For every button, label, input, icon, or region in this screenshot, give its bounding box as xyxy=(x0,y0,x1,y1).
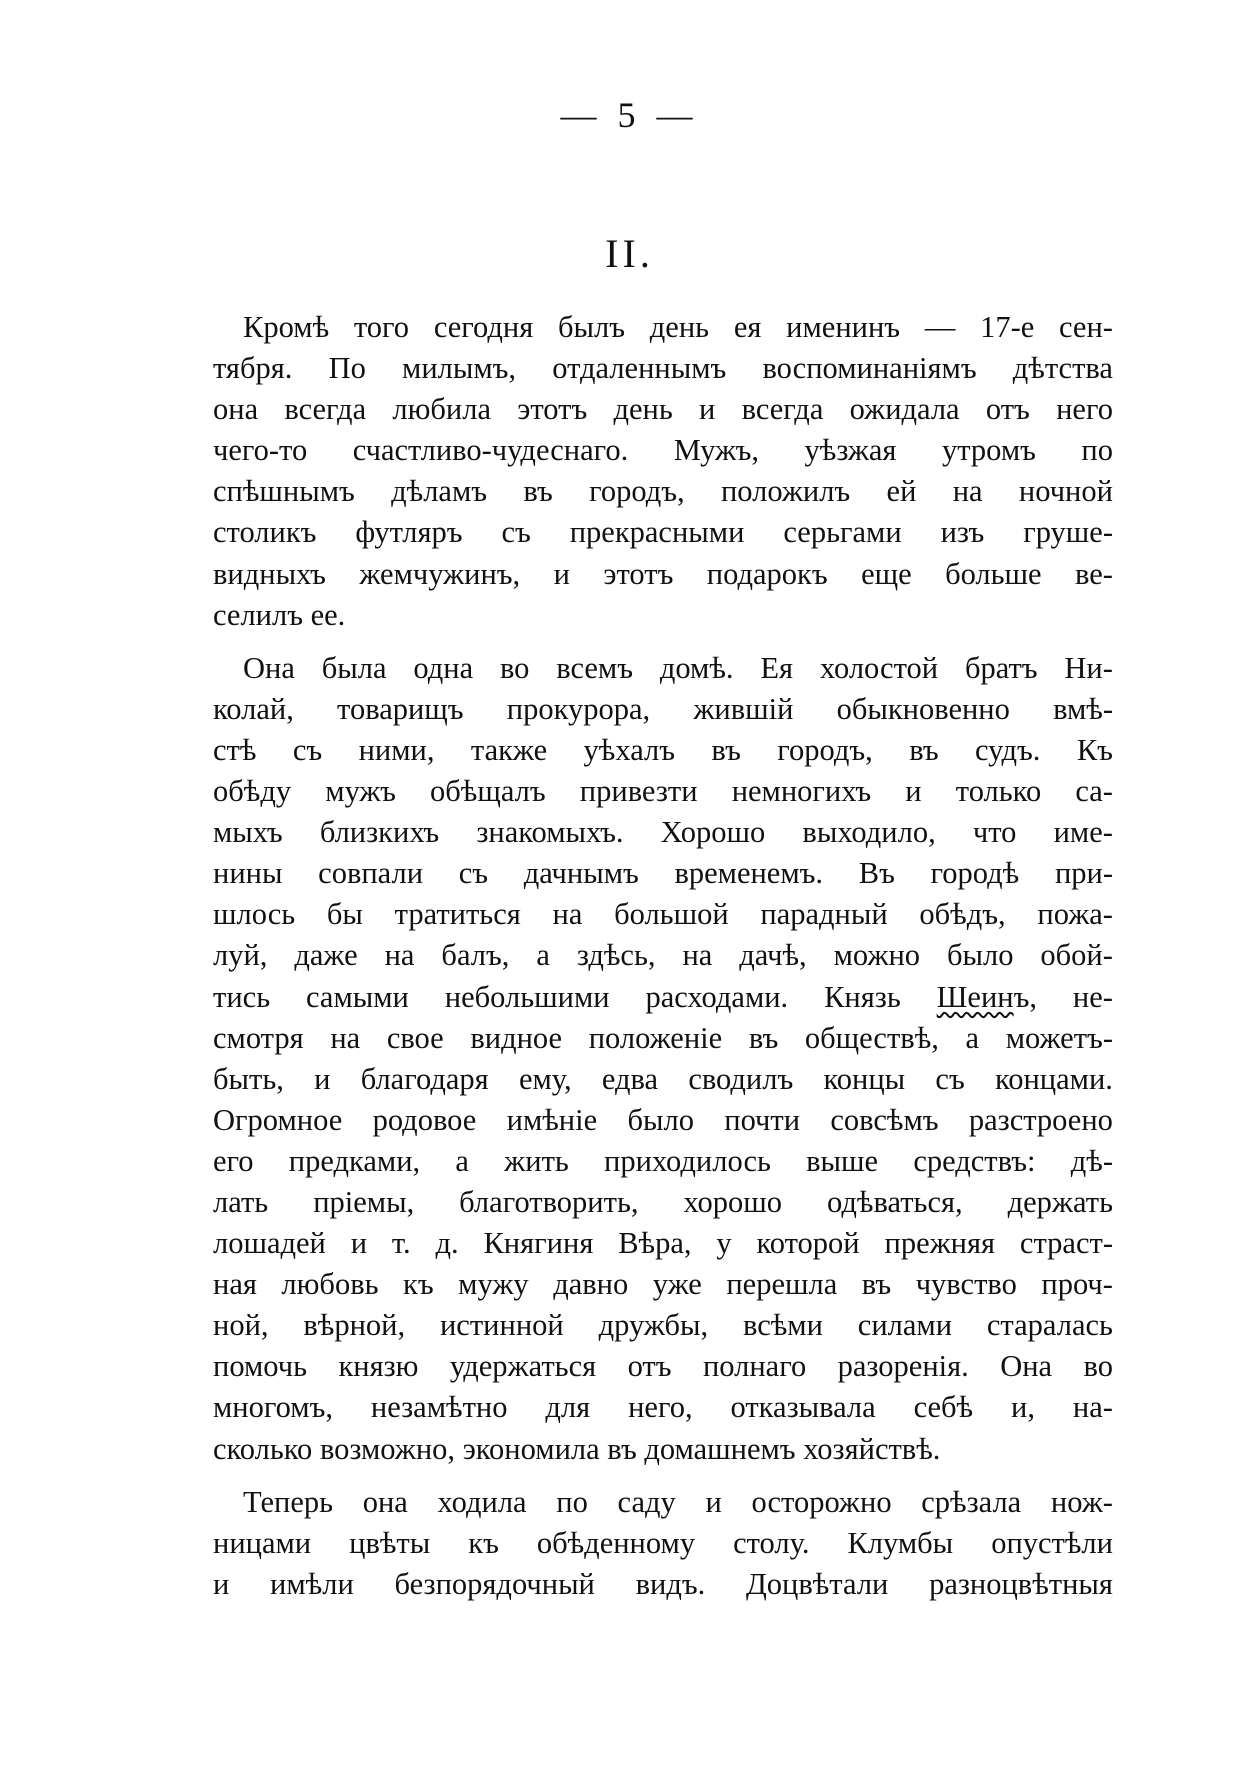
text-line: нины совпали съ дачнымъ временемъ. Въ городѣ при- xyxy=(213,856,1113,891)
paragraph xyxy=(213,648,1113,1470)
text-line: столикъ футляръ съ прекрасными серьгами изъ груше- xyxy=(213,515,1113,550)
text-line: селилъ ее. xyxy=(213,597,346,632)
paragraph xyxy=(213,1482,1113,1605)
text-line: она всегда любила этотъ день и всегда ожидала отъ него xyxy=(213,392,1113,427)
text-line: шлось бы тратиться на большой парадный обѣдъ, пожа- xyxy=(213,897,1113,932)
body-text xyxy=(213,307,1113,1605)
paragraph xyxy=(213,307,1113,636)
text-line: лошадей и т. д. Княгиня Вѣра, у которой прежняя страст- xyxy=(213,1226,1113,1261)
text-line: помочь князю удержаться отъ полнаго разоренія. Она во xyxy=(213,1349,1113,1384)
text-line: смотря на свое видное положеніе въ обществѣ, а можетъ- xyxy=(213,1020,1113,1055)
text-line: лать пріемы, благотворить, хорошо одѣваться, держать xyxy=(213,1184,1113,1219)
text-line: обѣду мужъ обѣщалъ привезти немногихъ и только са- xyxy=(213,774,1113,809)
text-line: многомъ, незамѣтно для него, отказывала себѣ и, на- xyxy=(213,1390,1113,1425)
text-line: чего-то счастливо-чудеснаго. Мужъ, уѣзжая утромъ по xyxy=(213,433,1113,468)
text-line: луй, даже на балъ, а здѣсь, на дачѣ, можно было обой- xyxy=(213,938,1113,973)
page-number: — 5 — xyxy=(560,95,699,135)
chapter-heading: II. xyxy=(605,231,654,276)
text-line: тись самыми небольшими расходами. Князь Шеинъ, не- xyxy=(213,979,1113,1014)
text-line: колай, товарищъ прокурора, жившій обыкновенно вмѣ- xyxy=(213,691,1113,726)
text-line: Она была одна во всемъ домѣ. Ея холостой братъ Ни- xyxy=(243,650,1113,685)
text-line: Огромное родовое имѣніе было почти совсѣмъ разстроено xyxy=(213,1102,1113,1137)
text-line: спѣшнымъ дѣламъ въ городъ, положилъ ей на ночной xyxy=(213,474,1113,509)
text-line: стѣ съ ними, также уѣхалъ въ городъ, въ судъ. Къ xyxy=(213,732,1113,767)
text-line: ная любовь къ мужу давно уже перешла въ чувство проч- xyxy=(213,1267,1113,1302)
text-line: сколько возможно, экономила въ домашнемъ хозяйствѣ. xyxy=(213,1431,941,1466)
text-line: ницами цвѣты къ обѣденному столу. Клумбы опустѣли xyxy=(213,1525,1113,1560)
text-line: его предками, а жить приходилось выше средствъ: дѣ- xyxy=(213,1143,1113,1178)
text-line: Кромѣ того сегодня былъ день ея именинъ — 17-е сен- xyxy=(243,310,1113,344)
text-line: тября. По милымъ, отдаленнымъ воспоминаніямъ дѣтства xyxy=(213,351,1113,386)
text-line: мыхъ близкихъ знакомыхъ. Хорошо выходило, что име- xyxy=(213,815,1113,850)
text-line: и имѣли безпорядочный видъ. Доцвѣтали разноцвѣтныя xyxy=(213,1566,1113,1601)
text-line: Теперь она ходила по саду и осторожно срѣзала нож- xyxy=(243,1484,1113,1519)
text-line: ной, вѣрной, истинной дружбы, всѣми силами старалась xyxy=(213,1308,1113,1343)
text-line: видныхъ жемчужинъ, и этотъ подарокъ еще больше ве- xyxy=(213,556,1113,591)
text-line: быть, и благодаря ему, едва сводилъ концы съ концами. xyxy=(213,1061,1113,1096)
